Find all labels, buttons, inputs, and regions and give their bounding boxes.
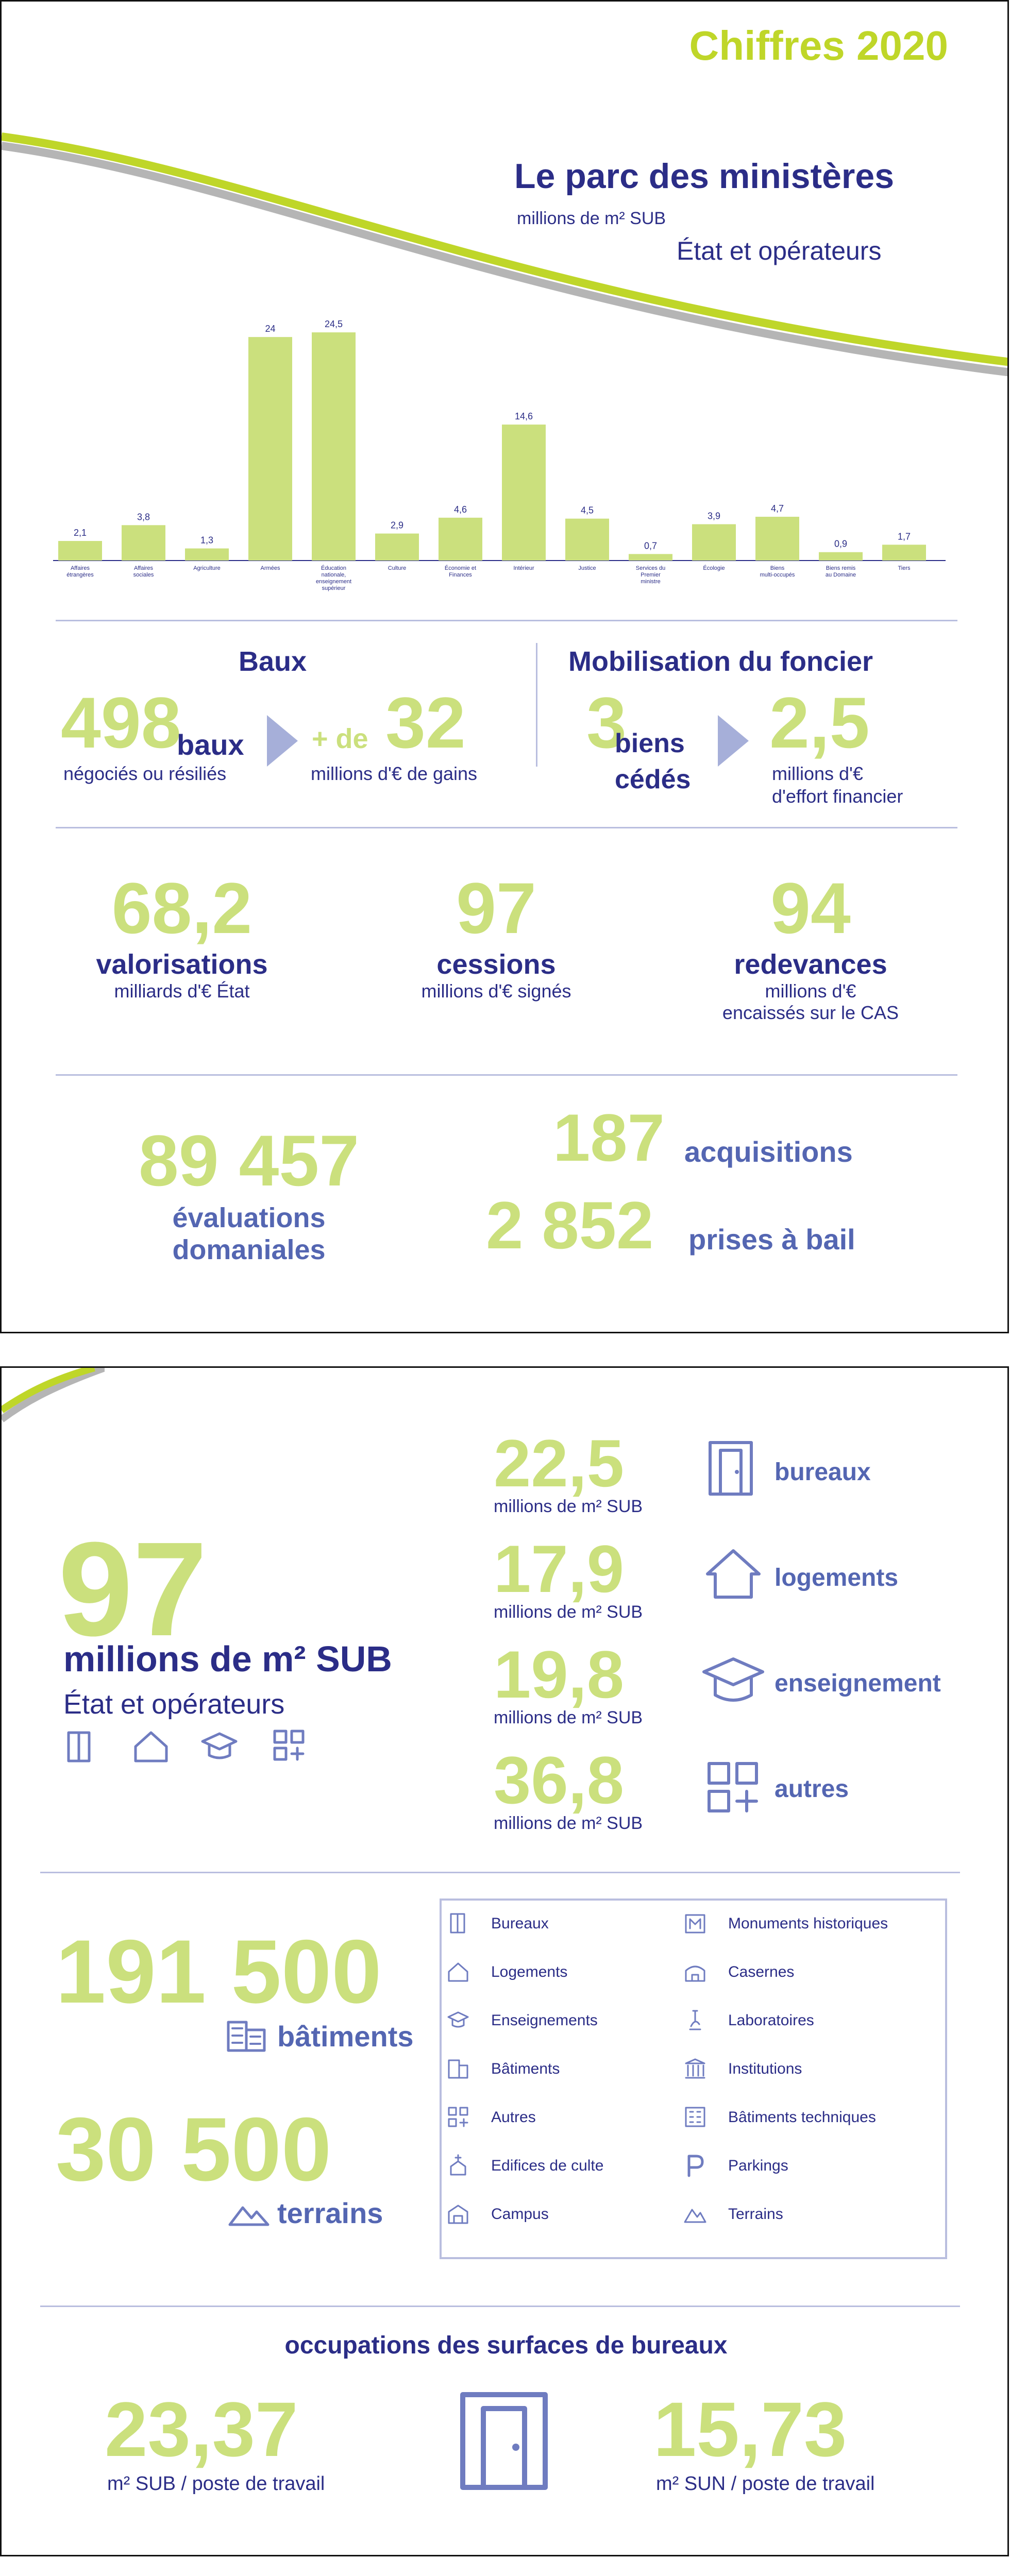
stat-desc: millions d'€ — [765, 980, 856, 1002]
bar-value-label: 0,7 — [644, 540, 658, 551]
divider — [40, 1872, 960, 1873]
door-icon — [705, 1440, 756, 1497]
category-label: Justice — [578, 565, 596, 571]
bar — [755, 517, 799, 561]
house-icon — [702, 1546, 764, 1602]
bar — [565, 519, 609, 561]
baux-title: Baux — [239, 646, 307, 677]
bar-value-label: 1,3 — [200, 535, 214, 546]
legend-item — [447, 2201, 549, 2227]
foncier-count: 3 — [586, 682, 627, 763]
legend-label: Terrains — [728, 2206, 783, 2223]
bar-value-label: 0,9 — [834, 538, 848, 549]
legend-icon — [684, 2154, 708, 2178]
legend-box — [440, 1899, 947, 2259]
more-icon — [275, 1731, 303, 1759]
bar — [375, 534, 419, 561]
legend-label: Monuments historiques — [728, 1915, 888, 1932]
legend-item — [447, 2008, 598, 2033]
category-label: Affaires sociales — [133, 565, 154, 578]
bar-value-label: 2,1 — [73, 528, 87, 538]
terrains-value: 30 500 — [56, 2099, 332, 2200]
legend-label: Bâtiments techniques — [728, 2109, 876, 2126]
surface-label: logements — [775, 1564, 899, 1591]
category-label: Biens multi-occupés — [760, 565, 795, 578]
foncier-word-1: biens — [615, 728, 685, 758]
category-label: Écologie — [703, 565, 725, 571]
legend-item — [684, 1959, 794, 1985]
bar-value-label: 4,7 — [770, 503, 784, 514]
bar-value-label: 24,5 — [324, 319, 343, 330]
stat-cessions — [393, 868, 599, 1002]
bar — [122, 525, 165, 561]
baux-gain-desc: millions d'€ de gains — [311, 763, 478, 784]
surface-value: 17,9 — [494, 1531, 625, 1606]
surface-value: 22,5 — [494, 1426, 625, 1501]
bar — [502, 425, 546, 561]
legend-item — [447, 1911, 549, 1937]
category-label: Culture — [388, 565, 407, 571]
category-label: Affaires étrangères — [66, 565, 94, 578]
divider — [56, 620, 957, 621]
bar — [882, 545, 926, 561]
legend-icon — [447, 1960, 470, 1984]
surfaces-total-value: 97 — [58, 1515, 208, 1664]
bar — [629, 554, 672, 561]
category-icons — [66, 1728, 334, 1765]
surface-label: bureaux — [775, 1459, 871, 1486]
baux-gain-prefix: + de — [312, 723, 368, 754]
stat-label: cessions — [436, 949, 556, 980]
bar-value-label: 2,9 — [390, 520, 404, 531]
legend-label: Institutions — [728, 2060, 802, 2077]
divider — [40, 2306, 960, 2307]
bar-value-label: 3,9 — [707, 511, 721, 521]
surfaces-total-sub: État et opérateurs — [63, 1689, 285, 1720]
surface-unit: millions de m² SUB — [494, 1602, 643, 1622]
legend-label: Campus — [491, 2206, 549, 2223]
foncier-title: Mobilisation du foncier — [568, 646, 873, 677]
category-label: Éducation nationale, enseignement supérieur — [315, 565, 352, 591]
bar — [58, 541, 102, 561]
graduation-cap-icon — [203, 1734, 236, 1758]
mountain-icon — [228, 2201, 270, 2227]
legend-icon — [447, 2202, 470, 2226]
legend-label: Bâtiments — [491, 2060, 560, 2077]
batiments-label: bâtiments — [277, 2020, 414, 2053]
decorative-curves — [2, 1368, 105, 1430]
occupation-title: occupations des surfaces de bureaux — [284, 2332, 728, 2359]
category-label: Biens remis au Domaine — [825, 565, 856, 578]
surface-value: 36,8 — [494, 1742, 625, 1818]
surface-label: enseignement — [775, 1670, 941, 1697]
stat-value: 94 — [770, 868, 851, 948]
legend-icon — [447, 2057, 470, 2081]
evaluations-label-2: domaniales — [172, 1234, 326, 1265]
surfaces-item-bureaux — [494, 1426, 643, 1517]
evaluations-block — [115, 1120, 383, 1266]
legend-item — [684, 2008, 814, 2033]
legend-item — [684, 2201, 783, 2227]
legend-icon — [447, 1912, 470, 1936]
arrow-right-icon — [718, 715, 749, 767]
more-icon — [705, 1759, 762, 1816]
baux-word: baux — [177, 728, 244, 761]
prises-label: prises à bail — [688, 1223, 855, 1256]
legend-label: Logements — [491, 1963, 568, 1980]
graduation-cap-icon — [700, 1651, 767, 1708]
stat-value: 97 — [456, 868, 536, 948]
occupation-right-value: 15,73 — [653, 2386, 847, 2472]
surface-unit: millions de m² SUB — [494, 1814, 643, 1833]
legend-icon — [684, 2202, 708, 2226]
legend-icon — [684, 1912, 708, 1936]
legend-icon — [447, 2106, 470, 2129]
category-label: Économie et Finances — [444, 565, 477, 578]
door-icon — [455, 2391, 553, 2491]
foncier-desc-2: d'effort financier — [772, 786, 903, 807]
surfaces-total-unit: millions de m² SUB — [63, 1639, 392, 1679]
legend-item — [684, 1911, 888, 1937]
stat-label: redevances — [734, 949, 887, 980]
surfaces-icon-row — [66, 1728, 334, 1767]
category-label: Intérieur — [513, 565, 534, 571]
evaluations-value: 89 457 — [138, 1120, 360, 1201]
bar — [439, 518, 482, 561]
divider — [56, 827, 957, 828]
legend-label: Edifices de culte — [491, 2157, 604, 2174]
legend-item — [684, 2056, 802, 2082]
category-label: Armées — [260, 565, 280, 571]
batiments-value: 191 500 — [56, 1922, 382, 2022]
surface-label: autres — [775, 1775, 849, 1803]
surface-value: 19,8 — [494, 1637, 625, 1712]
page-title: Chiffres 2020 — [689, 23, 948, 69]
legend-label: Bureaux — [491, 1915, 549, 1932]
occupation-left-value: 23,37 — [105, 2386, 298, 2472]
surfaces-list — [494, 1426, 983, 1868]
legend-icon — [447, 2009, 470, 2032]
foncier-word-2: cédés — [615, 765, 691, 794]
legend-icon — [684, 1960, 708, 1984]
parc-subtitle: État et opérateurs — [677, 236, 882, 265]
stat-desc: milliards d'€ État — [114, 980, 250, 1002]
terrains-label: terrains — [277, 2197, 383, 2229]
stat-desc: millions d'€ signés — [421, 980, 571, 1002]
evaluations-label-1: évaluations — [172, 1202, 326, 1233]
panel-surfaces — [0, 1366, 1009, 2556]
parc-title: Le parc des ministères — [514, 157, 895, 196]
bar-value-label: 14,6 — [514, 411, 533, 422]
legend-item — [684, 2105, 876, 2130]
legend-item — [447, 2105, 536, 2130]
stat-redevances — [708, 868, 914, 1024]
foncier-value: 2,5 — [769, 682, 870, 763]
surface-unit: millions de m² SUB — [494, 1497, 643, 1516]
building-icon — [226, 2017, 267, 2053]
bar-value-label: 4,5 — [580, 505, 594, 516]
arrow-right-icon — [267, 715, 298, 767]
legend-item — [447, 1959, 567, 1985]
bar-chart — [48, 269, 975, 620]
legend-icon — [684, 2009, 708, 2032]
bar — [248, 337, 292, 561]
door-icon — [69, 1733, 89, 1761]
baux-count: 498 — [61, 682, 181, 763]
surfaces-item-autres — [494, 1742, 643, 1834]
category-label: Services du Premier ministre — [635, 565, 666, 585]
bar — [185, 549, 229, 561]
baux-desc: négociés ou résiliés — [63, 763, 227, 784]
stat-value: 68,2 — [111, 868, 252, 948]
legend-label: Casernes — [728, 1963, 795, 1980]
house-icon — [136, 1733, 166, 1761]
acquisitions-value: 187 — [553, 1100, 665, 1175]
occupation-left-desc: m² SUB / poste de travail — [107, 2473, 325, 2495]
bar-value-label: 24 — [265, 324, 276, 334]
divider — [56, 1074, 957, 1076]
bar-value-label: 1,7 — [897, 531, 911, 542]
legend-item — [684, 2153, 788, 2179]
legend-label: Parkings — [728, 2157, 788, 2174]
legend-label: Laboratoires — [728, 2012, 814, 2029]
occupation-right-desc: m² SUN / poste de travail — [656, 2473, 875, 2495]
category-label: Tiers — [898, 565, 911, 571]
bar-value-label: 4,6 — [453, 504, 467, 515]
surface-unit: millions de m² SUB — [494, 1708, 643, 1727]
parc-unit: millions de m² SUB — [517, 209, 666, 228]
surfaces-item-enseignement — [494, 1637, 643, 1728]
bar — [312, 332, 356, 561]
legend-item — [447, 2056, 560, 2082]
stat-valorisations — [79, 868, 285, 1002]
bar — [819, 552, 863, 561]
baux-gain-value: 32 — [385, 682, 466, 763]
vertical-divider — [536, 643, 537, 767]
legend-label: Autres — [491, 2109, 536, 2126]
bar — [692, 524, 736, 561]
category-label: Agriculture — [193, 565, 221, 571]
bar-value-label: 3,8 — [137, 512, 150, 522]
legend-item — [447, 2153, 603, 2179]
legend-icon — [684, 2106, 708, 2129]
prises-value: 2 852 — [486, 1188, 654, 1263]
legend-icon — [684, 2057, 708, 2081]
stat-desc: encaissés sur le CAS — [722, 1002, 899, 1023]
surfaces-item-logements — [494, 1531, 643, 1622]
legend-label: Enseignements — [491, 2012, 598, 2029]
stat-label: valorisations — [96, 949, 268, 980]
acquisitions-label: acquisitions — [684, 1136, 853, 1168]
legend-icon — [447, 2154, 470, 2178]
foncier-desc-1: millions d'€ — [772, 763, 863, 784]
